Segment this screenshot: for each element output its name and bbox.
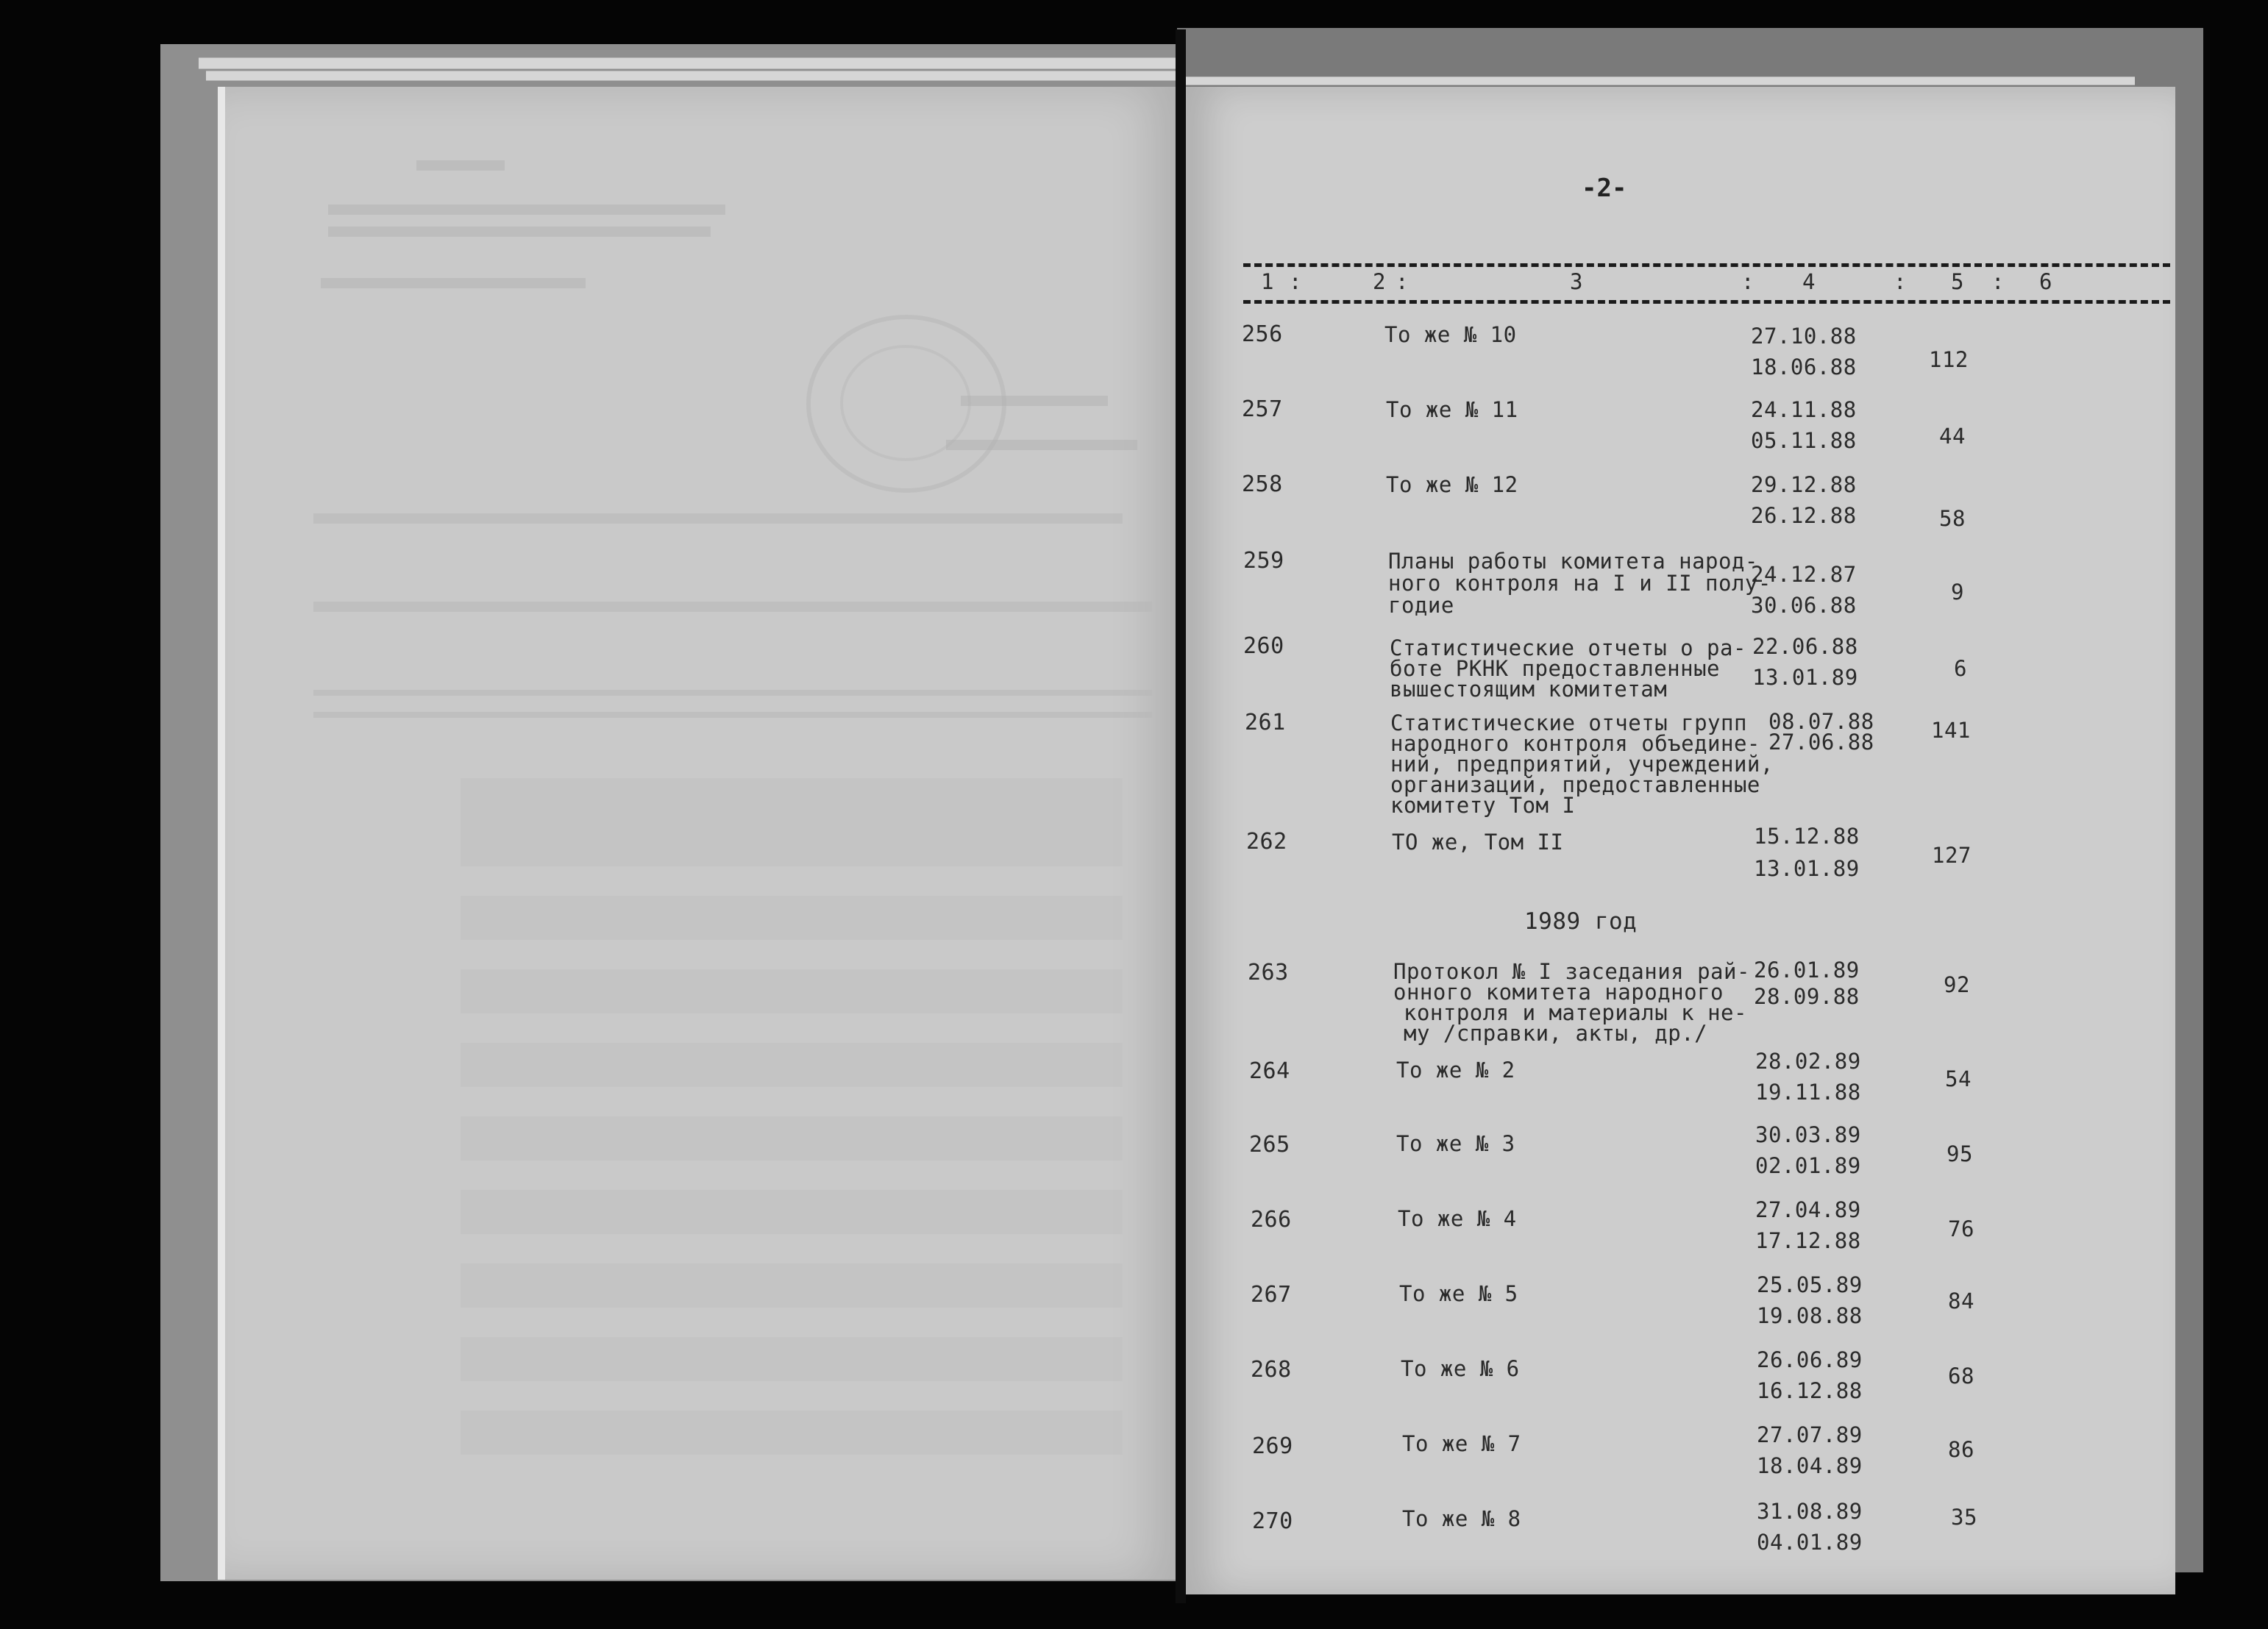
- date-start: 08.07.88: [1768, 709, 1874, 734]
- date-end: 18.04.89: [1757, 1453, 1863, 1478]
- row-number: 270: [1252, 1508, 1293, 1534]
- date-start: 27.07.89: [1757, 1422, 1863, 1447]
- row-title: народного контроля объедине-: [1390, 731, 1760, 756]
- sheet-count: 54: [1945, 1066, 1972, 1091]
- row-number: 266: [1251, 1207, 1292, 1233]
- date-start: 26.06.89: [1757, 1347, 1863, 1372]
- row-number: 269: [1252, 1433, 1293, 1459]
- row-title: контроля и материалы к не-: [1404, 1000, 1747, 1025]
- date-start: 26.01.89: [1754, 958, 1860, 983]
- date-end: 19.08.88: [1757, 1303, 1863, 1328]
- row-number: 257: [1242, 396, 1283, 422]
- sheet-count: 84: [1948, 1288, 1974, 1313]
- row-number: 260: [1243, 633, 1284, 659]
- date-start: 30.03.89: [1755, 1122, 1861, 1147]
- sheet-count: 76: [1948, 1216, 1974, 1241]
- date-start: 24.11.88: [1751, 397, 1857, 422]
- row-title: То же № 6: [1401, 1356, 1520, 1381]
- date-start: 29.12.88: [1751, 472, 1857, 497]
- date-start: 27.04.89: [1755, 1197, 1861, 1222]
- sheet-count: 127: [1932, 843, 1972, 868]
- date-start: 27.10.88: [1751, 324, 1857, 349]
- row-title: То же № 11: [1386, 397, 1518, 422]
- row-number: 264: [1249, 1058, 1290, 1084]
- column-header-5: 5: [1951, 269, 1964, 294]
- column-header-4: 4: [1802, 269, 1816, 294]
- sheet-count: 35: [1951, 1505, 1977, 1530]
- column-header-6: 6: [2039, 269, 2052, 294]
- date-end: 28.09.88: [1754, 984, 1860, 1009]
- row-title: вышестоящим комитетам: [1390, 677, 1668, 702]
- row-number: 268: [1251, 1357, 1292, 1383]
- row-title: годие: [1388, 593, 1454, 618]
- row-title: онного комитета народного: [1393, 980, 1724, 1005]
- date-end: 17.12.88: [1755, 1228, 1861, 1253]
- date-end: 30.06.88: [1751, 593, 1857, 618]
- row-title: То же № 12: [1386, 472, 1518, 497]
- row-title: ного контроля на I и II полу-: [1388, 571, 1771, 596]
- page-stack-edge: [206, 71, 1177, 81]
- row-number: 259: [1243, 548, 1284, 574]
- date-end: 13.01.89: [1754, 856, 1860, 881]
- year-heading: 1989 год: [1524, 908, 1638, 935]
- date-end: 27.06.88: [1768, 730, 1874, 755]
- row-title: Статистические отчеты о ра-: [1390, 635, 1746, 660]
- sheet-count: 68: [1948, 1364, 1974, 1389]
- date-start: 31.08.89: [1757, 1499, 1863, 1524]
- sheet-count: 92: [1944, 972, 1970, 997]
- date-end: 05.11.88: [1751, 428, 1857, 453]
- sheet-count: 112: [1929, 347, 1969, 372]
- row-title: То же № 2: [1396, 1058, 1515, 1083]
- date-end: 04.01.89: [1757, 1530, 1863, 1555]
- row-title: То же № 8: [1402, 1506, 1521, 1531]
- page-stack-edge: [199, 57, 1177, 69]
- row-title: То же № 10: [1384, 322, 1517, 347]
- row-number: 258: [1242, 471, 1283, 497]
- table-header-rule-bottom: [1243, 300, 2170, 304]
- row-number: 256: [1242, 321, 1283, 347]
- page-stack-edge: [1186, 76, 2135, 85]
- row-title: ний, предприятий, учреждений,: [1390, 752, 1774, 777]
- row-title: Планы работы комитета народ-: [1388, 549, 1758, 574]
- row-title: боте РКНК предоставленные: [1390, 656, 1720, 681]
- row-number: 261: [1245, 710, 1286, 735]
- date-start: 28.02.89: [1755, 1049, 1861, 1074]
- row-title: Статистические отчеты групп: [1390, 710, 1747, 735]
- row-title: комитету Том I: [1390, 793, 1576, 818]
- sheet-count: 58: [1939, 506, 1966, 531]
- date-end: 02.01.89: [1755, 1153, 1861, 1178]
- date-end: 26.12.88: [1751, 503, 1857, 528]
- column-header-1: 1: [1261, 269, 1274, 294]
- sheet-count: 86: [1948, 1437, 1974, 1462]
- row-number: 265: [1249, 1132, 1290, 1158]
- row-title: Протокол № I заседания рай-: [1393, 959, 1750, 984]
- right-page: -2- 1 : 2 : 3 : 4 : 5 : 6 256 То же № 10 27.10.88 18.06.88 112 257 То же № 11 24.11.88 05.11.88 44 258 То же № 12 29.12.88 26.12.88 58 259 Планы работы комитета народ- ного контроля на I и II полу- годие 24.12.87 30.06.88 9 260 Статистические отчеты о ра- боте РКНК предоставленные вышестоящим комитетам 22.06.88 13.01.89 6 261 Статистические отчеты групп народного контроля объедине- ний, предприятий, учреждений, организаций, предоставленные комитету Том I 08.07.88 27.06.88 141 262 ТО же, Том II 15.12.88 13.01.89 127 1989 год 263 Протокол № I заседания рай- онного комитета народного контроля и материалы к не- му /справки, акты, др./ 26.01.89 28.09.88 92 264 То же № 2 28.02.89 19.11.88 54 265 То же № 3 30.03.89 02.01.89 95 266 То же № 4 27.04.89 17.12.88 76 267 То же № 5 25.05.89 19.08.88 84 268 То же № 6 26.06.89 16.12.88 68 269 То же № 7 27.07.89 18.04.89 86 270 То же № 8 31.08.89 04.01.89 35: [1186, 87, 2175, 1594]
- date-end: 18.06.88: [1751, 354, 1857, 379]
- row-number: 262: [1246, 829, 1287, 855]
- row-title: То же № 5: [1399, 1281, 1518, 1306]
- row-title: То же № 7: [1402, 1431, 1521, 1456]
- sheet-count: 141: [1931, 718, 1971, 743]
- date-start: 24.12.87: [1751, 562, 1857, 587]
- sheet-count: 6: [1954, 656, 1967, 681]
- row-title: му /справки, акты, др./: [1404, 1021, 1708, 1046]
- left-page: [218, 87, 1181, 1580]
- date-start: 22.06.88: [1752, 634, 1858, 659]
- sheet-count: 9: [1951, 580, 1964, 605]
- column-header-3: 3: [1570, 269, 1583, 294]
- row-title: То же № 4: [1398, 1206, 1517, 1231]
- sheet-count: 44: [1939, 424, 1966, 449]
- sheet-count: 95: [1947, 1141, 1973, 1166]
- date-end: 16.12.88: [1757, 1378, 1863, 1403]
- row-number: 263: [1248, 960, 1289, 985]
- date-start: 15.12.88: [1754, 824, 1860, 849]
- column-header-2: 2: [1373, 269, 1386, 294]
- row-title: организаций, предоставленные: [1390, 772, 1760, 797]
- book-spine: [1176, 29, 1186, 1603]
- date-end: 13.01.89: [1752, 665, 1858, 690]
- page-number: -2-: [1582, 174, 1627, 203]
- row-title: ТО же, Том II: [1392, 830, 1564, 855]
- table-header-rule-top: [1243, 263, 2170, 267]
- date-end: 19.11.88: [1755, 1080, 1861, 1105]
- date-start: 25.05.89: [1757, 1272, 1863, 1297]
- row-number: 267: [1251, 1282, 1292, 1308]
- row-title: То же № 3: [1396, 1131, 1515, 1156]
